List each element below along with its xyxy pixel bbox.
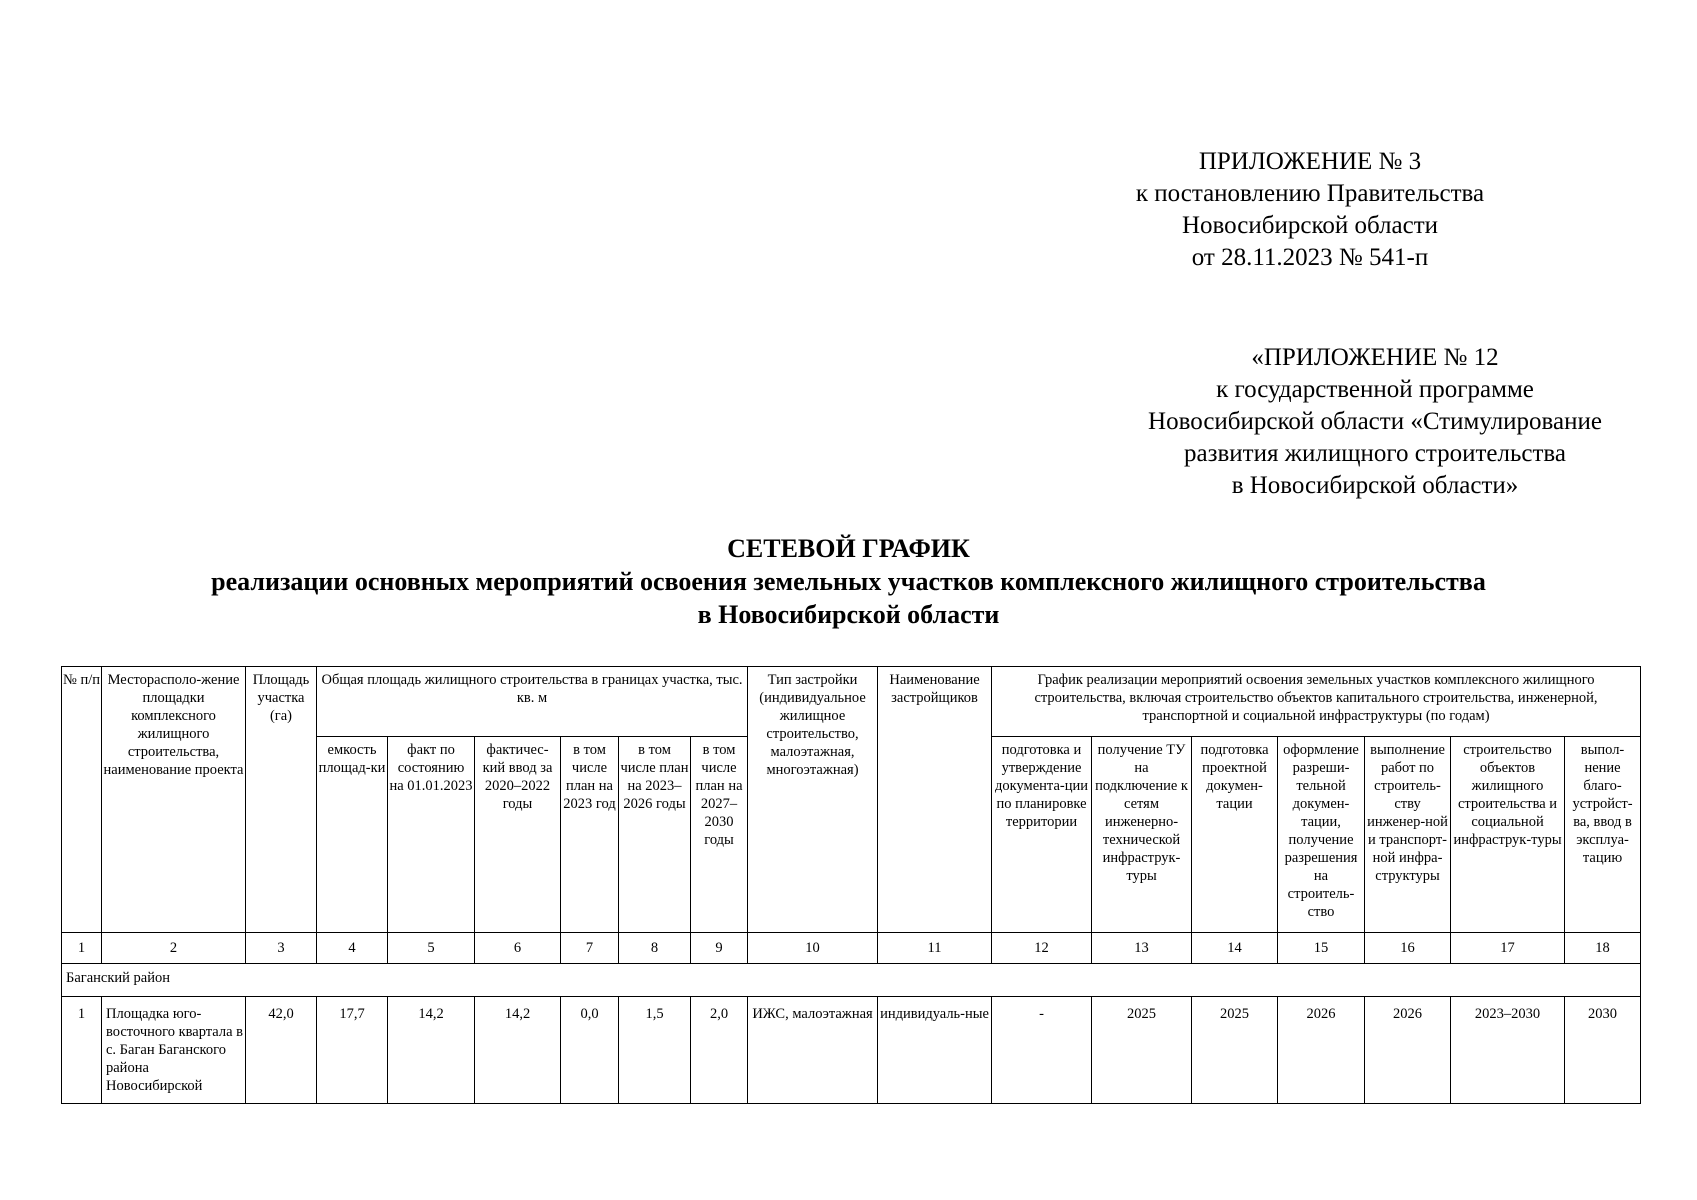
column-number: 1 [62, 933, 102, 964]
column-number: 4 [317, 933, 388, 964]
column-number: 17 [1451, 933, 1565, 964]
cell-permits: 2026 [1278, 997, 1365, 1104]
network-schedule-table [61, 666, 1641, 1104]
column-numbers-row [62, 933, 1641, 964]
cell-infrastructure-works: 2026 [1365, 997, 1451, 1104]
column-number: 3 [246, 933, 317, 964]
column-number: 16 [1365, 933, 1451, 964]
appendix-3-line: Новосибирской области [1181, 212, 1439, 239]
header-commissioning: выпол-нение благо-устройст-ва, ввод в эксплуа-тацию [1565, 737, 1641, 933]
header-plan-2023-2026: в том числе план на 2023–2026 годы [619, 737, 691, 933]
appendix-12-line: «ПРИЛОЖЕНИЕ № 12 [1251, 344, 1499, 371]
cell-developers: индивидуаль-ные [878, 997, 992, 1104]
appendix-12-header [1100, 342, 1650, 502]
header-permits: оформление разреши-тельной докумен-тации, получение разрешения на строитель-ство [1278, 737, 1365, 933]
header-building-type: Тип застройки (индивидуальное жилищное строительство, малоэтажная, многоэтажная) [748, 667, 878, 933]
header-location: Месторасполо-жение площадки комплексного жилищного строительства, наименование проекта [102, 667, 246, 933]
column-number: 15 [1278, 933, 1365, 964]
column-number: 18 [1565, 933, 1641, 964]
column-number: 9 [691, 933, 748, 964]
cell-actual-input: 14,2 [475, 997, 561, 1104]
header-row-1 [62, 667, 1641, 737]
title-line: в Новосибирской области [697, 600, 1000, 629]
column-number: 5 [388, 933, 475, 964]
cell-project-docs: 2025 [1192, 997, 1278, 1104]
appendix-3-header [1120, 146, 1500, 274]
header-fact: факт по состоянию на 01.01.2023 [388, 737, 475, 933]
cell-capacity: 17,7 [317, 997, 388, 1104]
column-number: 8 [619, 933, 691, 964]
cell-tech-conditions: 2025 [1092, 997, 1192, 1104]
header-num: № п/п [62, 667, 102, 933]
header-total-area-group: Общая площадь жилищного строительства в границах участка, тыс. кв. м [317, 667, 748, 737]
document-title [0, 532, 1697, 631]
appendix-12-line: в Новосибирской области» [1231, 472, 1519, 499]
appendix-3-line: к постановлению Правительства [1135, 180, 1485, 207]
column-number: 10 [748, 933, 878, 964]
title-line: СЕТЕВОЙ ГРАФИК [727, 534, 970, 563]
column-number: 14 [1192, 933, 1278, 964]
region-name: Баганский район [62, 964, 1641, 997]
header-capacity: емкость площад-ки [317, 737, 388, 933]
header-area: Площадь участка (га) [246, 667, 317, 933]
cell-planning-docs: - [992, 997, 1092, 1104]
header-schedule-group: График реализации мероприятий освоения земельных участков комплексного жилищного строительства, включая строительство объектов капитального строительства, инженерной, транспортной и социальной инфраструктуры (по годам) [992, 667, 1641, 737]
cell-housing-construction: 2023–2030 [1451, 997, 1565, 1104]
column-number: 7 [561, 933, 619, 964]
cell-plan-2023-2026: 1,5 [619, 997, 691, 1104]
appendix-3-line: от 28.11.2023 № 541-п [1191, 244, 1429, 271]
column-number: 11 [878, 933, 992, 964]
appendix-12-line: Новосибирской области «Стимулирование [1148, 408, 1602, 435]
column-number: 2 [102, 933, 246, 964]
header-tech-conditions: получение ТУ на подключение к сетям инженерно-технической инфраструк-туры [1092, 737, 1192, 933]
header-developers: Наименование застройщиков [878, 667, 992, 933]
cell-location: Площадка юго-восточного квартала в с. Баган Баганского района Новосибирской [102, 997, 246, 1104]
column-number: 12 [992, 933, 1092, 964]
cell-commissioning: 2030 [1565, 997, 1641, 1104]
cell-fact: 14,2 [388, 997, 475, 1104]
table-row [62, 997, 1641, 1104]
header-project-docs: подготовка проектной докумен-тации [1192, 737, 1278, 933]
header-planning-docs: подготовка и утверждение документа-ции по планировке территории [992, 737, 1092, 933]
appendix-12-line: развития жилищного строительства [1184, 440, 1566, 467]
column-number: 6 [475, 933, 561, 964]
cell-num: 1 [62, 997, 102, 1104]
header-plan-2023: в том числе план на 2023 год [561, 737, 619, 933]
cell-plan-2027-2030: 2,0 [691, 997, 748, 1104]
cell-area: 42,0 [246, 997, 317, 1104]
appendix-3-line: ПРИЛОЖЕНИЕ № 3 [1198, 148, 1422, 175]
cell-plan-2023: 0,0 [561, 997, 619, 1104]
header-plan-2027-2030: в том числе план на 2027–2030 годы [691, 737, 748, 933]
header-housing-construction: строительство объектов жилищного строительства и социальной инфраструк-туры [1451, 737, 1565, 933]
appendix-12-line: к государственной программе [1216, 376, 1534, 403]
header-infrastructure-works: выполнение работ по строитель-ству инженер-ной и транспорт-ной инфра-структуры [1365, 737, 1451, 933]
region-row [62, 964, 1641, 997]
title-line: реализации основных мероприятий освоения земельных участков комплексного жилищного строительства [211, 567, 1486, 596]
header-actual-input: фактичес-кий ввод за 2020–2022 годы [475, 737, 561, 933]
column-number: 13 [1092, 933, 1192, 964]
cell-building-type: ИЖС, малоэтажная [748, 997, 878, 1104]
